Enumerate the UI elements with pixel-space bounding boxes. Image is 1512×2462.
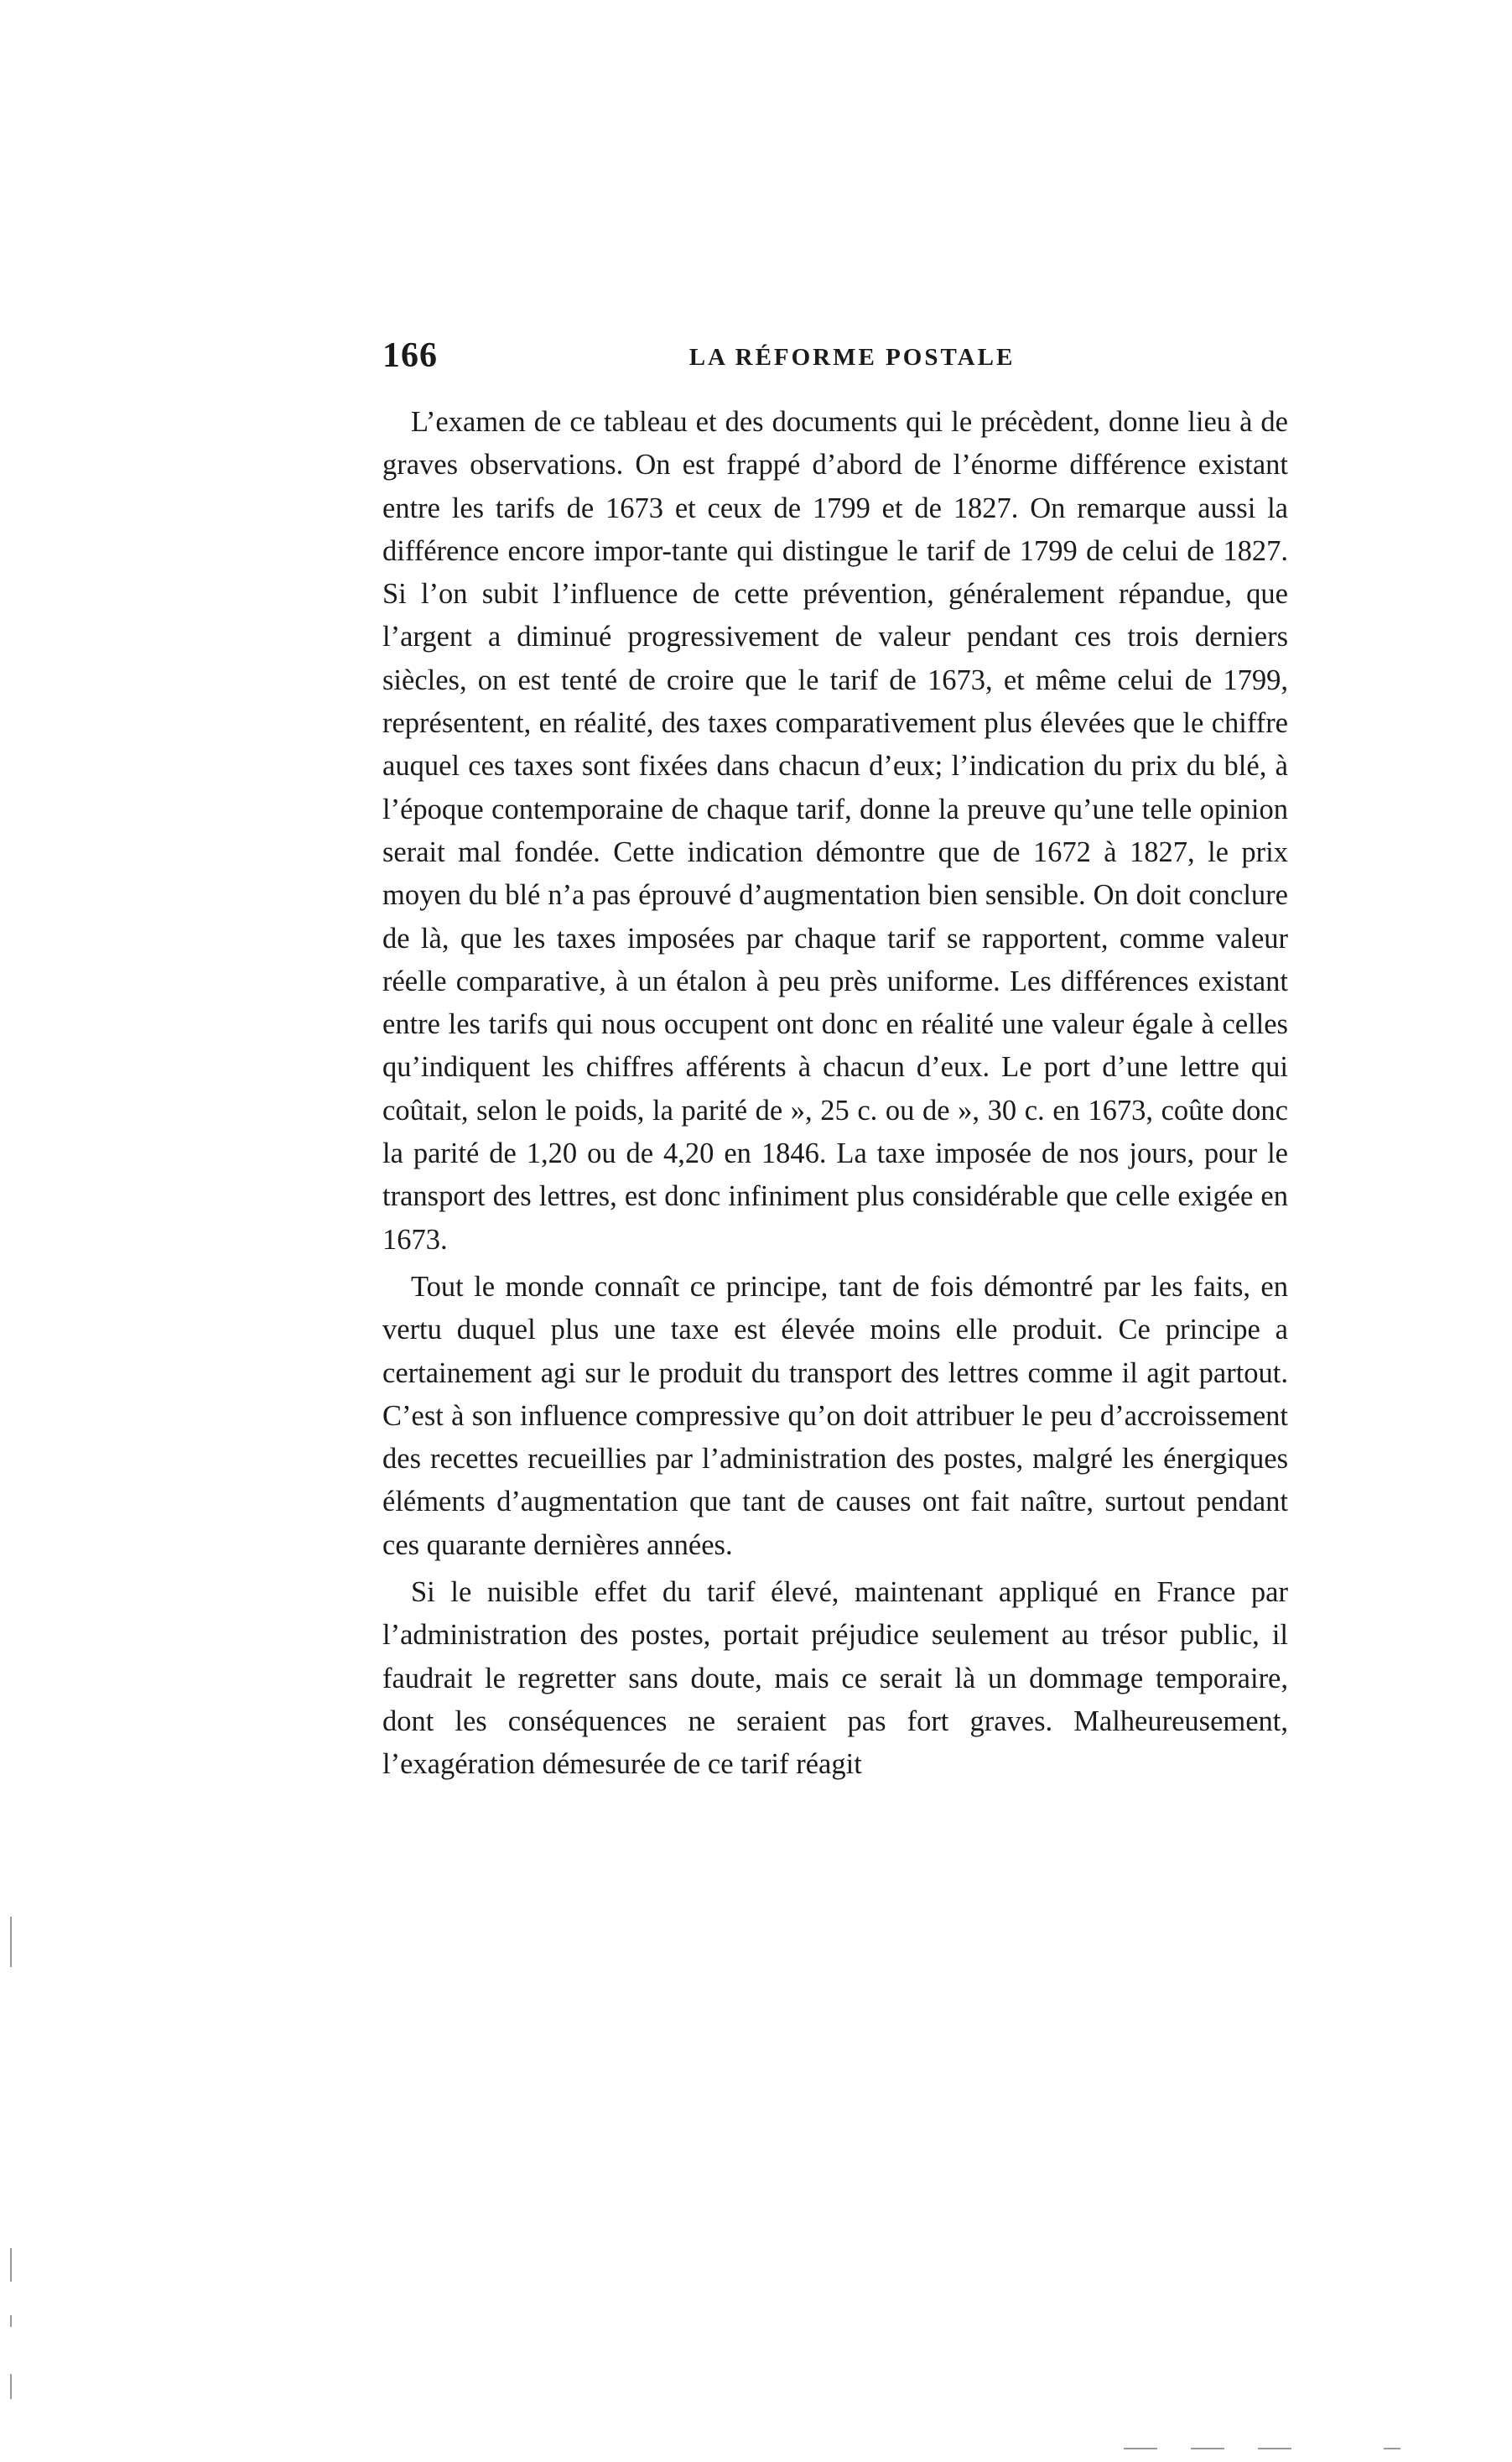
scan-mark <box>10 2248 12 2282</box>
scan-mark <box>1191 2448 1224 2449</box>
page-number: 166 <box>382 336 438 375</box>
scan-mark <box>10 1917 12 1967</box>
scan-mark <box>1258 2448 1291 2449</box>
paragraph-2: Tout le monde connaît ce principe, tant de fois démontré par les faits, en vertu duquel plus une taxe est élevée moins elle produit. Ce principe a certainement agi sur le produit du transport des lettres comme il agit partout. C’est à son influence compressive qu’on doit attribuer le peu d’accroissement des recettes recueillies par l’administration des postes, malgré les énergiques éléments d’augmentation que tant de causes ont fait naître, surtout pendant ces quarante dernières années. <box>382 1270 1288 1561</box>
running-head <box>382 336 1288 386</box>
scan-mark <box>10 2315 12 2327</box>
paragraph-3: Si le nuisible effet du tarif élevé, maintenant appliqué en France par l’administration des postes, portait préjudice seulement au trésor public, il faudrait le regretter sans doute, mais ce serait là un dommage temporaire, dont les conséquences ne seraient pas fort graves. Malheureusement, l’exagération démesurée de ce tarif réagit <box>382 1576 1288 1781</box>
scan-mark <box>10 2374 12 2399</box>
scan-mark <box>1384 2448 1400 2449</box>
scan-mark <box>1124 2448 1157 2449</box>
body-text <box>382 401 1288 1787</box>
paragraph-1: L’examen de ce tableau et des documents qui le précèdent, donne lieu à de graves observations. On est frappé d’abord de l’énorme différence existant entre les tarifs de 1673 et ceux de 1799 et de 1827. On remarque aussi la différence encore impor-tante qui distingue le tarif de 1799 de celui de 1827. Si l’on subit l’influence de cette prévention, généralement répandue, que l’argent a diminué progressivement de valeur pendant ces trois derniers siècles, on est tenté de croire que le tarif de 1673, et même celui de 1799, représentent, en réalité, des taxes comparativement plus élevées que le chiffre auquel ces taxes sont fixées dans chacun d’eux; l’indication du prix du blé, à l’époque contemporaine de chaque tarif, donne la preuve qu’une telle opinion serait mal fondée. Cette indication démontre que de 1672 à 1827, le prix moyen du blé n’a pas éprouvé d’augmentation bien sensible. On doit conclure de là, que les taxes imposées par chaque tarif se rapportent, comme valeur réelle comparative, à un étalon à peu près uniforme. Les différences existant entre les tarifs qui nous occupent ont donc en réalité une valeur égale à celles qu’indiquent les chiffres afférents à chacun d’eux. Le port d’une lettre qui coûtait, selon le poids, la parité de », 25 c. ou de », 30 c. en 1673, coûte donc la parité de 1,20 ou de 4,20 en 1846. La taxe imposée de nos jours, pour le transport des lettres, est donc infiniment plus considérable que celle exigée en 1673. <box>382 406 1288 1256</box>
running-title: LA RÉFORME POSTALE <box>688 344 1016 371</box>
